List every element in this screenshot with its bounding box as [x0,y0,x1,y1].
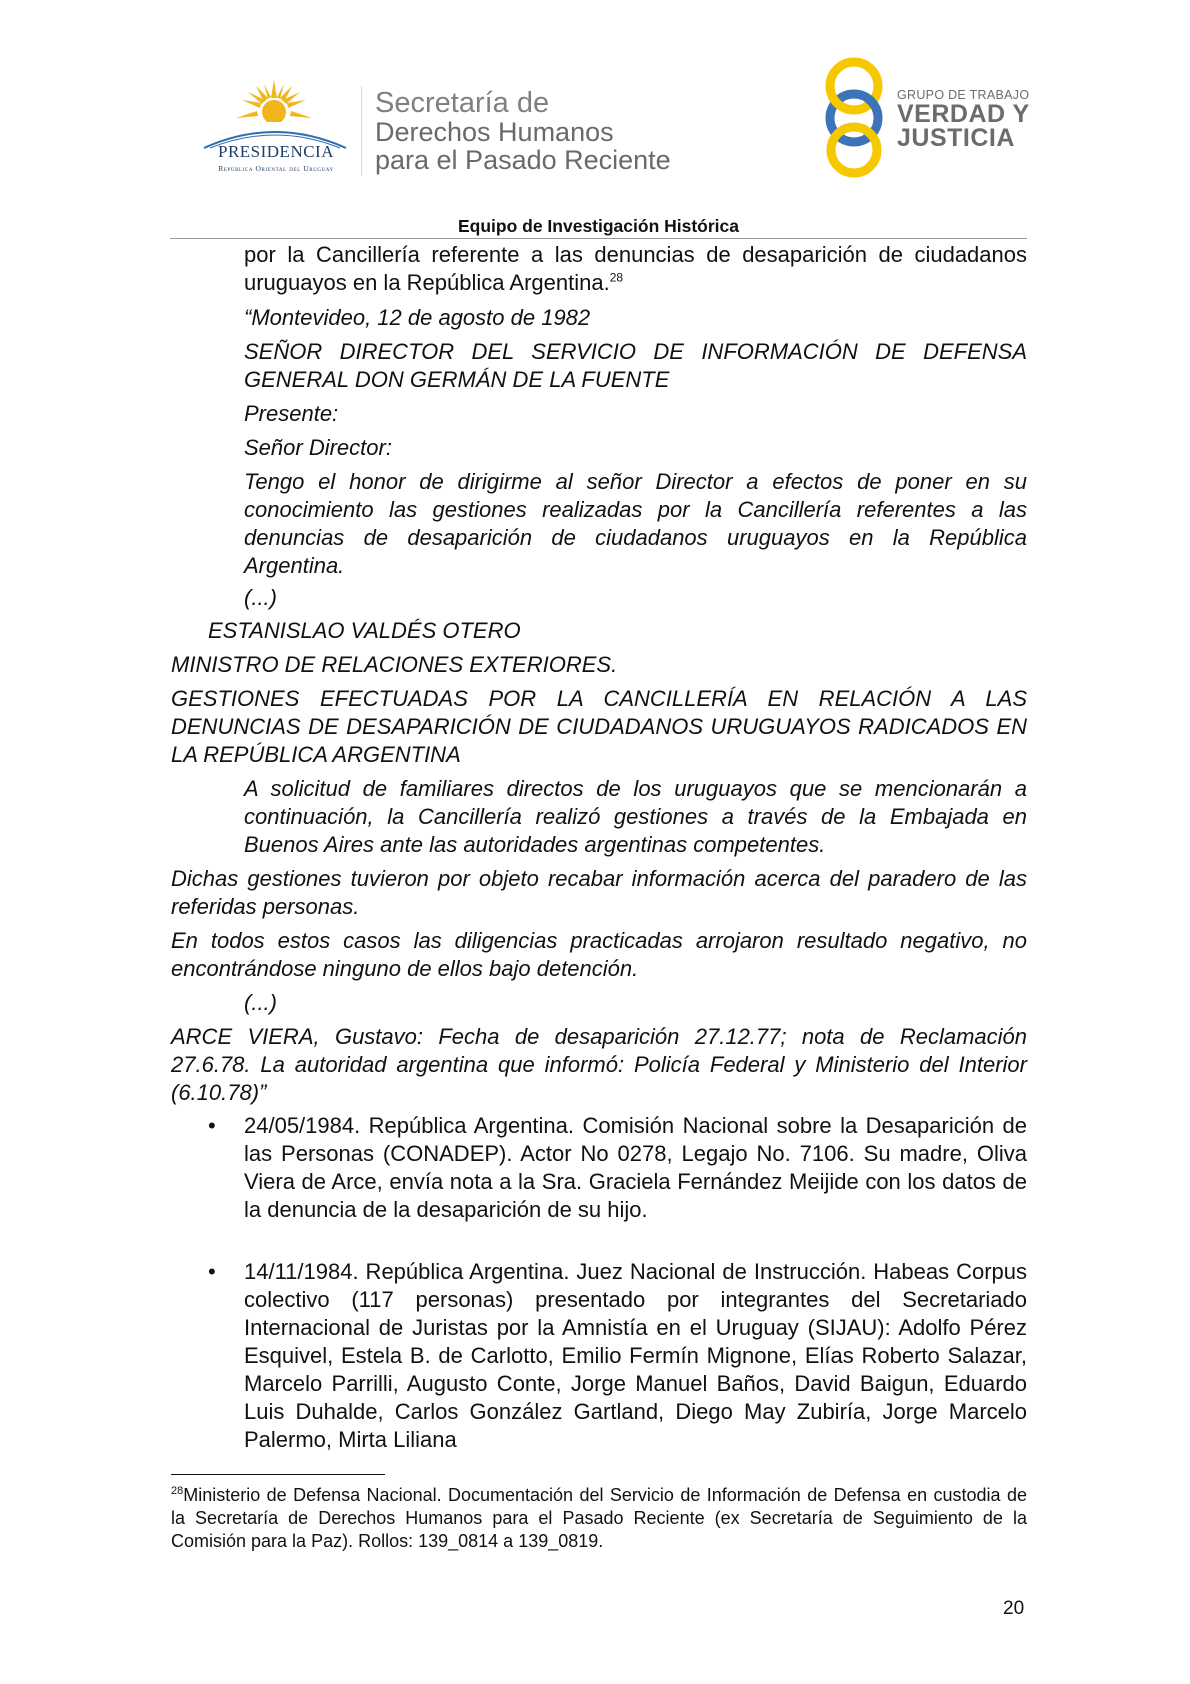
presidencia-subtitle: República Oriental del Uruguay [218,164,334,173]
team-heading: Equipo de Investigación Histórica [457,216,740,236]
signatory-title: MINISTRO DE RELACIONES EXTERIORES. [171,652,618,677]
presidencia-logo [196,78,356,178]
letter-addressee: SEÑOR DIRECTOR DEL SERVICIO DE INFORMACIÓN DE DEFENSA GENERAL DON GERMÁN DE LA FUENTE [244,339,1027,392]
report-heading: GESTIONES EFECTUADAS POR LA CANCILLERÍA EN RELACIÓN A LAS DENUNCIAS DE DESAPARICIÓN DE CIUDADANOS URUGUAYOS RADICADOS EN LA REPÚBLICA ARGENTINA [171,686,1027,767]
report-paragraph-3: En todos estos casos las diligencias practicadas arrojaron resultado negativo, no encontrándose ninguno de ellos bajo detención. [171,928,1027,981]
paragraph-intro-text: por la Cancillería referente a las denuncias de desaparición de ciudadanos uruguayos en la República Argentina. [244,242,1027,295]
secretaria-line-1: Secretaría de [375,87,550,119]
bullet-dot: • [208,1259,216,1284]
grupo-line-3: JUSTICIA [897,124,1015,152]
secretaria-title [375,88,671,174]
bullet-dot: • [208,1113,216,1138]
report-paragraph-2: Dichas gestiones tuvieron por objeto recabar información acerca del paradero de las referidas personas. [171,866,1027,919]
presidencia-name: PRESIDENCIA [217,142,334,161]
list-item: 24/05/1984. República Argentina. Comisión Nacional sobre la Desaparición de las Personas (CONADEP). Actor No 0278, Legajo No. 7106. Su madre, Oliva Viera de Arce, envía nota a la Sra. Graciela Fernández Meijide con los datos de la denuncia de la desaparición de su hijo. [244,1113,1027,1222]
grupo-line-1: GRUPO DE TRABAJO [897,88,1030,102]
report-paragraph-1: A solicitud de familiares directos de los uruguayos que se mencionarán a continuación, la Cancillería realizó gestiones a través de la Embajada en Buenos Aires ante las autoridades argentinas competentes. [244,776,1027,857]
ellipsis-2: (...) [244,990,277,1015]
letter-presente: Presente: [244,401,339,426]
grupo-line-2: VERDAD Y [897,100,1030,128]
page-header [0,0,1190,240]
footnote-number: 28 [171,1485,184,1497]
footnote [171,1484,1027,1553]
ellipsis-1: (...) [244,585,277,610]
signatory-name: ESTANISLAO VALDÉS OTERO [208,618,521,643]
secretaria-line-2: Derechos Humanos [375,117,614,147]
secretaria-line-3: para el Pasado Reciente [375,145,671,175]
page-number: 20 [1003,1598,1025,1619]
grupo-trabajo-title [897,88,1030,150]
footnote-ref: 28 [609,270,624,285]
case-entry: ARCE VIERA, Gustavo: Fecha de desaparición 27.12.77; nota de Reclamación 27.6.78. La autoridad argentina que informó: Policía Federal y Ministerio del Interior (6.10.78)” [171,1024,1027,1105]
footnote-rule [171,1474,385,1475]
logo-divider [361,86,362,176]
letter-salutation: Señor Director: [244,435,392,460]
footnote-text: Ministerio de Defensa Nacional. Documentación del Servicio de Información de Defensa en custodia de la Secretaría de Derechos Humanos para el Pasado Reciente (ex Secretaría de Seguimiento de la Comisión para la Paz). Rollos: 139_0814 a 139_0819. [171,1485,1027,1551]
paragraph-intro [244,241,1027,297]
interlocking-rings-icon [822,56,886,178]
letter-date: “Montevideo, 12 de agosto de 1982 [244,305,591,330]
header-rule [170,238,1027,239]
list-item: 14/11/1984. República Argentina. Juez Nacional de Instrucción. Habeas Corpus colectivo (117 personas) presentado por integrantes del Secretariado Internacional de Juristas por la Amnistía en el Uruguay (SIJAU): Adolfo Pérez Esquivel, Estela B. de Carlotto, Emilio Fermín Mignone, Elías Roberto Salazar, Marcelo Parrilli, Augusto Conte, Jorge Manuel Baños, David Baigun, Eduardo Luis Duhalde, Carlos González Gartland, Diego May Zubiría, Jorge Marcelo Palermo, Mirta Liliana [244,1259,1027,1452]
letter-body: Tengo el honor de dirigirme al señor Director a efectos de poner en su conocimiento las gestiones realizadas por la Cancillería referentes a las denuncias de desaparición de ciudadanos uruguayos en la República Argentina. [244,469,1027,578]
